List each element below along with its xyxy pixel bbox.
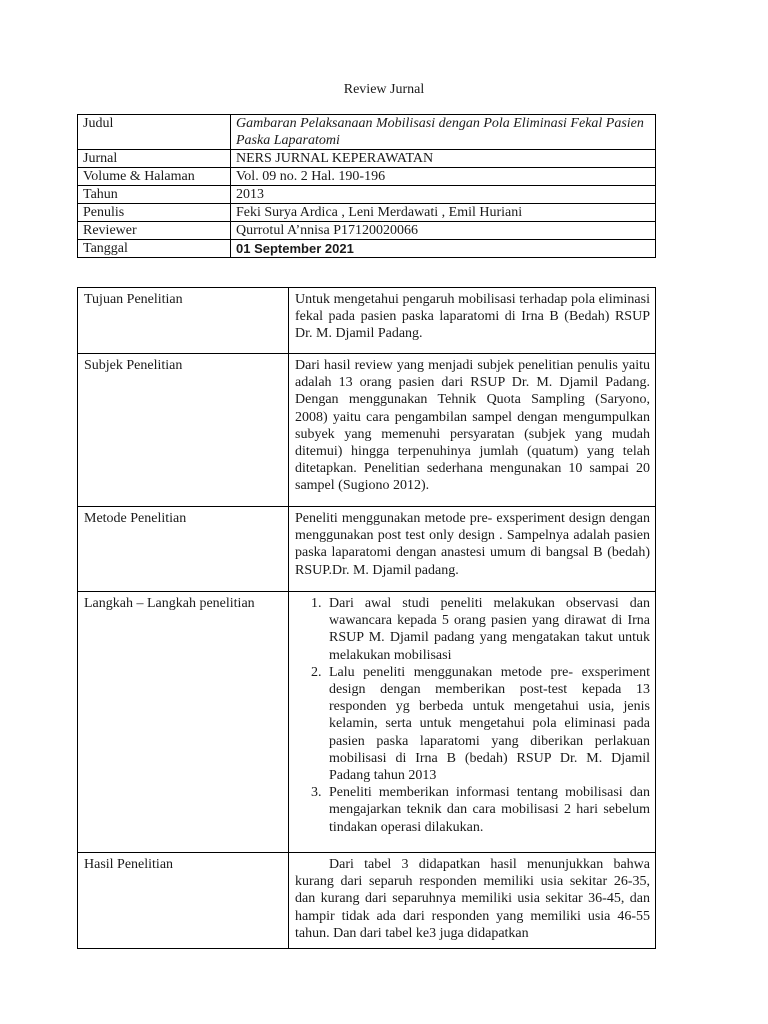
reviewer-label: Reviewer	[78, 222, 231, 240]
table-row	[78, 204, 656, 222]
penulis-label: Penulis	[78, 204, 231, 222]
list-item: 3. Peneliti memberikan informasi tentang mobilisasi dan mengajarkan teknik dan cara mobilisasi 2 hari sebelum tindakan operasi dilakukan.	[325, 784, 650, 836]
journal-info-table	[77, 114, 656, 258]
volume-label: Volume & Halaman	[78, 168, 231, 186]
review-detail-table	[77, 287, 656, 949]
table-row	[78, 186, 656, 204]
judul-value: Gambaran Pelaksanaan Mobilisasi dengan Pola Eliminasi Fekal Pasien Paska Laparatomi	[231, 115, 656, 150]
tujuan-label: Tujuan Penelitian	[78, 288, 289, 354]
tanggal-label: Tanggal	[78, 240, 231, 258]
list-item: 1. Dari awal studi peneliti melakukan observasi dan wawancara kepada 5 orang pasien yang dirawat di Irna RSUP M. Djamil padang yang mengatakan takut untuk melakukan mobilisasi	[325, 595, 650, 664]
penulis-value: Feki Surya Ardica , Leni Merdawati , Emil Huriani	[231, 204, 656, 222]
table-row	[78, 222, 656, 240]
volume-value: Vol. 09 no. 2 Hal. 190-196	[231, 168, 656, 186]
langkah-steps	[289, 592, 656, 853]
jurnal-value: NERS JURNAL KEPERAWATAN	[231, 150, 656, 168]
table-row	[78, 592, 656, 853]
metode-text: Peneliti menggunakan metode pre- exsperiment design dengan menggunakan post test only design . Sampelnya adalah pasien paska laparatomi dengan anastesi umum di bangsal B (bedah) RSUP.Dr. M. Djamil padang.	[289, 507, 656, 592]
hasil-text: Dari tabel 3 didapatkan hasil menunjukkan bahwa kurang dari separuh responden memiliki usia sekitar 26-35, dan kurang dari separuhnya memiliki usia sekitar 36-45, dan hampir tidak ada dari responden yang memiliki usia 46-55 tahun. Dan dari tabel ke3 juga didapatkan	[289, 853, 656, 949]
table-row	[78, 288, 656, 354]
table-row	[78, 853, 656, 949]
page-title: Review Jurnal	[343, 82, 425, 97]
table-row	[78, 150, 656, 168]
tujuan-text: Untuk mengetahui pengaruh mobilisasi terhadap pola eliminasi fekal pada pasien paska laparatomi di Irna B (Bedah) RSUP Dr. M. Djamil Padang.	[289, 288, 656, 354]
tanggal-value: 01 September 2021	[231, 240, 656, 258]
table-row	[78, 240, 656, 258]
subjek-label: Subjek Penelitian	[78, 354, 289, 507]
reviewer-value: Qurrotul A’nnisa P17120020066	[231, 222, 656, 240]
table-row	[78, 168, 656, 186]
hasil-label: Hasil Penelitian	[78, 853, 289, 949]
metode-label: Metode Penelitian	[78, 507, 289, 592]
table-row	[78, 507, 656, 592]
tahun-value: 2013	[231, 186, 656, 204]
table-row	[78, 354, 656, 507]
list-item: 2. Lalu peneliti menggunakan metode pre- exsperiment design dengan memberikan post-test kepada 13 responden yg berbeda untuk mengetahui usia, jenis kelamin, serta untuk mengetahui pola eliminasi pada pasien paska laparatomi yang diberikan perlakuan mobilisasi di Irna B (bedah) RSUP Dr. M. Djamil Padang tahun 2013	[325, 664, 650, 784]
subjek-text: Dari hasil review yang menjadi subjek penelitian penulis yaitu adalah 13 orang pasien dari RSUP Dr. M. Djamil Padang. Dengan menggunakan Tehnik Quota Sampling (Saryono, 2008) yaitu cara pengambilan sampel dengan mengumpulkan subyek yang memenuhi persyaratan (subjek yang mudah ditemui) hingga terpenuhinya jumlah (quatum) yang telah ditetapkan. Penelitian sederhana mengunakan 10 sampai 20 sampel (Sugiono 2012).	[289, 354, 656, 507]
steps-list	[295, 595, 650, 836]
judul-label: Judul	[78, 115, 231, 150]
tahun-label: Tahun	[78, 186, 231, 204]
table-row	[78, 115, 656, 150]
jurnal-label: Jurnal	[78, 150, 231, 168]
langkah-label: Langkah – Langkah penelitian	[78, 592, 289, 853]
